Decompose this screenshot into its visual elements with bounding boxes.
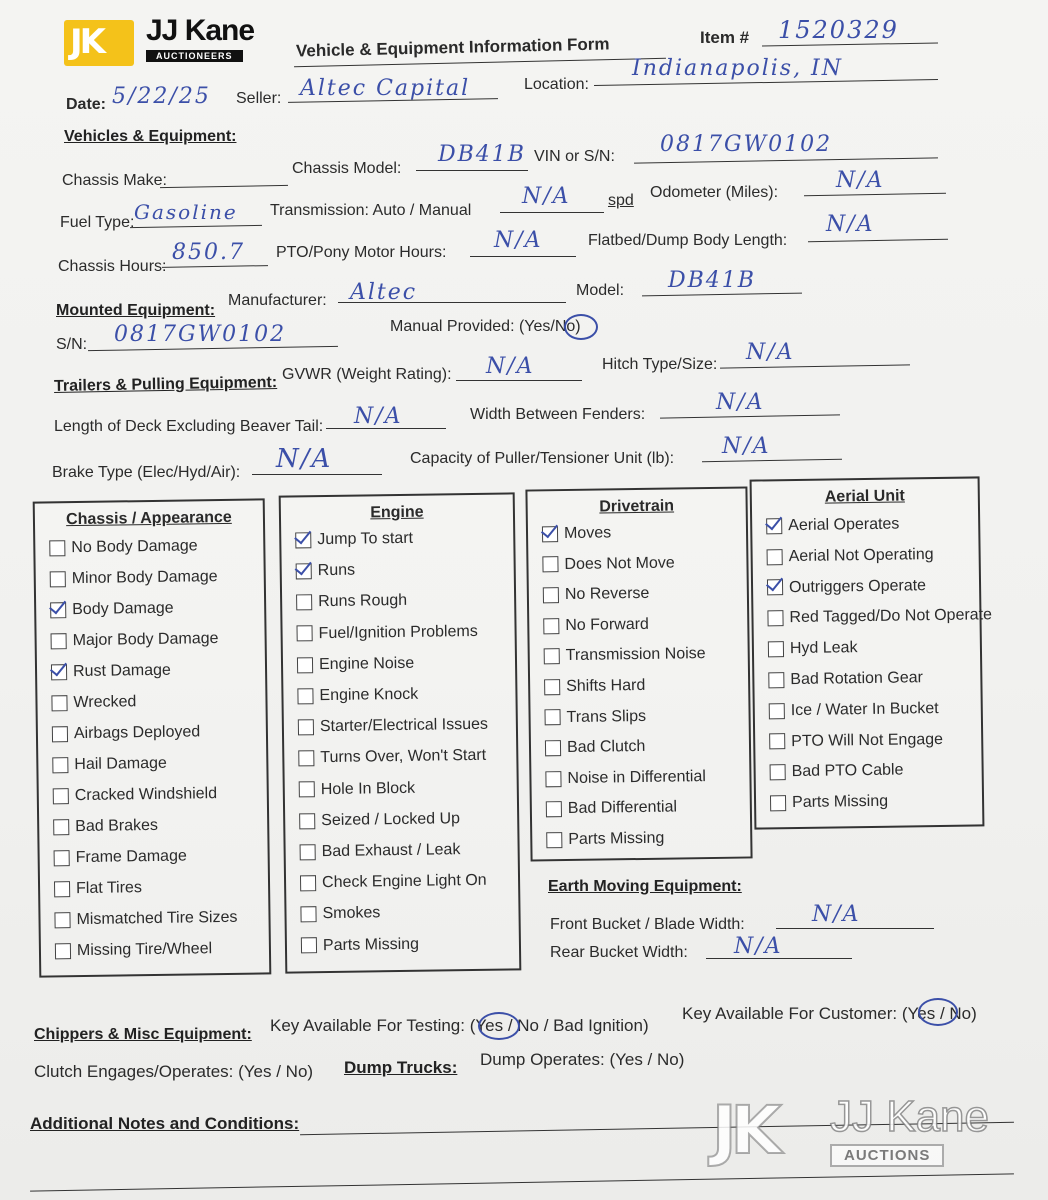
- checkbox[interactable]: [768, 672, 784, 688]
- location-value: Indianapolis, IN: [632, 56, 843, 81]
- checkbox-label: Parts Missing: [791, 792, 889, 812]
- key-testing-yes-circle: [478, 1012, 520, 1040]
- vin-value: 0817GW0102: [660, 132, 833, 157]
- checkbox-label: Runs: [317, 561, 356, 580]
- engine-box-title: Engine: [370, 503, 424, 522]
- checked-checkbox[interactable]: [767, 580, 783, 596]
- checkbox[interactable]: [297, 657, 313, 673]
- date-label: Date:: [66, 96, 107, 113]
- checkbox-item[interactable]: [546, 797, 677, 821]
- checkbox-item[interactable]: [770, 760, 904, 784]
- checkbox[interactable]: [298, 719, 314, 735]
- deck-value: N/A: [354, 404, 403, 429]
- checkbox-item[interactable]: [50, 598, 174, 622]
- checked-checkbox[interactable]: [766, 518, 782, 534]
- sn-value: 0817GW0102: [114, 322, 287, 347]
- checkbox-label: Airbags Deployed: [73, 723, 201, 743]
- checkbox-item[interactable]: [296, 560, 356, 583]
- checkbox[interactable]: [54, 912, 70, 928]
- manual-label: Manual Provided: (Yes/No): [390, 318, 581, 335]
- checkbox[interactable]: [53, 819, 69, 835]
- chassis-appearance-box: [33, 498, 272, 977]
- checkbox-item[interactable]: [766, 514, 899, 538]
- sn-label: S/N:: [56, 336, 88, 353]
- checkbox-label: No Reverse: [564, 585, 650, 604]
- hitch-value: N/A: [746, 340, 795, 365]
- checkbox-label: Mismatched Tire Sizes: [76, 908, 238, 929]
- checkbox-item[interactable]: [769, 729, 943, 753]
- checkbox-label: Smokes: [322, 904, 381, 923]
- checkbox[interactable]: [545, 740, 561, 756]
- checkbox-label: Parts Missing: [568, 829, 665, 849]
- checkbox-item[interactable]: [301, 933, 419, 957]
- puller-line: [702, 459, 842, 462]
- checkbox-label: Major Body Damage: [72, 630, 219, 650]
- checkbox-label: Turns Over, Won't Start: [320, 747, 487, 767]
- odometer-value: N/A: [836, 168, 885, 193]
- checkbox-item[interactable]: [52, 721, 201, 745]
- odometer-line: [804, 193, 946, 196]
- checkbox[interactable]: [299, 813, 315, 829]
- pto-line: [470, 256, 576, 257]
- checkbox-item[interactable]: [296, 620, 477, 645]
- checkbox[interactable]: [49, 540, 65, 556]
- checkbox-label: Bad PTO Cable: [791, 761, 904, 781]
- checkbox-label: Does Not Move: [564, 554, 675, 573]
- checkbox-item[interactable]: [52, 753, 167, 777]
- checked-checkbox[interactable]: [296, 563, 312, 579]
- chassis-model-label: Chassis Model:: [292, 160, 402, 177]
- vin-line: [634, 157, 938, 163]
- checkbox-label: Bad Exhaust / Leak: [321, 841, 461, 861]
- checkbox[interactable]: [53, 788, 69, 804]
- checkbox-item[interactable]: [300, 903, 380, 926]
- checkbox-item[interactable]: [54, 877, 142, 900]
- checkbox[interactable]: [543, 587, 559, 603]
- earth-heading: Earth Moving Equipment:: [548, 878, 742, 895]
- checkbox-label: Bad Differential: [567, 798, 678, 818]
- checked-checkbox[interactable]: [295, 532, 311, 548]
- chassis-hours-line: [162, 265, 268, 268]
- item-number: 1520329: [778, 16, 899, 44]
- fuel-line: [130, 225, 262, 228]
- checkbox[interactable]: [52, 726, 68, 742]
- checkbox-item[interactable]: [53, 783, 218, 807]
- chassis-model-value: DB41B: [438, 142, 526, 167]
- checkbox-label: No Body Damage: [71, 537, 198, 557]
- model-label: Model:: [576, 282, 625, 299]
- checkbox[interactable]: [546, 801, 562, 817]
- item-label: Item #: [700, 28, 750, 47]
- aerial-unit-box: [750, 476, 993, 829]
- checkbox[interactable]: [543, 618, 559, 634]
- checkbox[interactable]: [769, 734, 785, 750]
- checkbox-label: Jump To start: [317, 529, 414, 549]
- checkbox[interactable]: [299, 782, 315, 798]
- hitch-label: Hitch Type/Size:: [602, 356, 718, 373]
- trailers-heading: Trailers & Pulling Equipment:: [53, 374, 278, 395]
- checkbox-item[interactable]: [51, 691, 136, 714]
- checkbox-item[interactable]: [297, 684, 418, 708]
- checkbox[interactable]: [51, 695, 67, 711]
- pto-value: N/A: [494, 228, 543, 253]
- checkbox-label: Check Engine Light On: [321, 871, 487, 892]
- checkbox-item[interactable]: [769, 698, 939, 722]
- checkbox[interactable]: [55, 943, 71, 959]
- checkbox-label: Flat Tires: [75, 879, 143, 898]
- key-customer-yes-circle: [918, 998, 958, 1026]
- clutch-text: Clutch Engages/Operates: (Yes / No): [34, 1062, 314, 1081]
- brand-name: JJ Kane: [146, 14, 255, 47]
- dump-heading: Dump Trucks:: [344, 1058, 458, 1077]
- checked-checkbox[interactable]: [542, 526, 558, 542]
- puller-label: Capacity of Puller/Tensioner Unit (lb):: [410, 450, 675, 467]
- checkbox-label: Noise in Differential: [567, 767, 706, 787]
- checkbox[interactable]: [52, 757, 68, 773]
- chassis-make-label: Chassis Make:: [62, 172, 167, 189]
- engine-box: [279, 492, 522, 973]
- checkbox-item[interactable]: [543, 583, 650, 606]
- checkbox[interactable]: [296, 626, 312, 642]
- checkbox-label: Bad Brakes: [75, 816, 159, 836]
- seller-value: Altec Capital: [300, 76, 471, 101]
- checkbox-item[interactable]: [54, 846, 187, 870]
- seller-label: Seller:: [236, 90, 282, 107]
- checkbox-item[interactable]: [54, 907, 237, 932]
- checkbox-label: Seized / Locked Up: [321, 809, 461, 829]
- checkbox-label: Bad Rotation Gear: [790, 669, 924, 689]
- brake-value: N/A: [276, 444, 333, 474]
- manufacturer-line: [338, 302, 566, 303]
- deck-label: Length of Deck Excluding Beaver Tail:: [54, 418, 324, 435]
- rear-bucket-value: N/A: [734, 934, 783, 959]
- checkbox-item[interactable]: [51, 660, 171, 684]
- checkbox-item[interactable]: [299, 808, 460, 832]
- key-customer: Key Available For Customer: (Yes / No): [682, 1004, 977, 1023]
- checkbox-label: Rust Damage: [72, 661, 172, 681]
- checkbox-item[interactable]: [544, 675, 645, 698]
- drivetrain-box-title: Drivetrain: [599, 497, 675, 516]
- width-line: [660, 414, 840, 418]
- chassis-hours-value: 850.7: [172, 240, 245, 265]
- deck-line: [326, 428, 446, 429]
- checkbox-label: Trans Slips: [566, 707, 647, 726]
- checkbox-label: Hole In Block: [320, 779, 416, 798]
- brand-sub: AUCTIONEERS: [146, 50, 243, 62]
- transmission-line: [500, 212, 604, 213]
- checkbox-item[interactable]: [544, 643, 706, 667]
- checkbox[interactable]: [770, 764, 786, 780]
- key-testing: Key Available For Testing: (Yes / No / Bad Ignition): [270, 1016, 649, 1035]
- checkbox-label: Frame Damage: [75, 847, 187, 867]
- checkbox[interactable]: [300, 844, 316, 860]
- fuel-value: Gasoline: [134, 200, 238, 224]
- width-label: Width Between Fenders:: [470, 406, 646, 423]
- gvwr-label: GVWR (Weight Rating):: [282, 366, 452, 383]
- checkbox-item[interactable]: [50, 566, 218, 590]
- gvwr-value: N/A: [486, 354, 535, 379]
- checkbox-item[interactable]: [298, 745, 486, 770]
- front-bucket-value: N/A: [812, 902, 861, 927]
- checkbox-item[interactable]: [543, 614, 649, 637]
- chassis-make-line: [160, 185, 288, 188]
- checkbox-label: Engine Knock: [319, 685, 419, 705]
- checkbox-item[interactable]: [766, 544, 933, 568]
- checkbox[interactable]: [767, 549, 783, 565]
- manufacturer-value: Altec: [350, 280, 418, 305]
- checkbox-item[interactable]: [55, 938, 212, 962]
- date-value: 5/22/25: [112, 84, 211, 109]
- checkbox-item[interactable]: [542, 522, 611, 545]
- checkbox-item[interactable]: [50, 628, 218, 652]
- checkbox-item[interactable]: [545, 736, 646, 759]
- checked-checkbox[interactable]: [50, 602, 66, 618]
- checkbox[interactable]: [298, 750, 314, 766]
- checkbox[interactable]: [544, 709, 560, 725]
- checkbox-label: Fuel/Ignition Problems: [318, 622, 478, 642]
- transmission-label: Transmission: Auto / Manual: [270, 202, 472, 219]
- checkbox-label: Hyd Leak: [789, 639, 858, 658]
- chassis-hours-label: Chassis Hours:: [58, 258, 167, 275]
- checkbox-label: Ice / Water In Bucket: [790, 699, 939, 719]
- checkbox[interactable]: [769, 703, 785, 719]
- manual-no-circle: [564, 314, 598, 340]
- fuel-label: Fuel Type:: [60, 214, 135, 231]
- checkbox-label: Runs Rough: [318, 592, 408, 611]
- checkbox[interactable]: [50, 571, 66, 587]
- checkbox[interactable]: [544, 679, 560, 695]
- checkbox-label: Wrecked: [73, 693, 137, 712]
- model-value: DB41B: [668, 268, 756, 293]
- checkbox-item[interactable]: [768, 637, 858, 660]
- checkbox-item[interactable]: [300, 839, 461, 863]
- chassis-model-line: [416, 170, 528, 171]
- checkbox-item[interactable]: [300, 870, 487, 895]
- chippers-heading: Chippers & Misc Equipment:: [34, 1026, 252, 1043]
- checkbox-label: Minor Body Damage: [71, 568, 218, 588]
- checkbox[interactable]: [54, 881, 70, 897]
- checkbox-item[interactable]: [767, 575, 926, 599]
- checkbox[interactable]: [546, 832, 562, 848]
- puller-value: N/A: [722, 434, 771, 459]
- manufacturer-label: Manufacturer:: [228, 292, 327, 309]
- checkbox[interactable]: [54, 850, 70, 866]
- checkbox[interactable]: [296, 594, 312, 610]
- pto-label: PTO/Pony Motor Hours:: [276, 244, 447, 261]
- checkbox-label: Aerial Operates: [788, 515, 900, 535]
- checkbox-label: Transmission Noise: [565, 645, 706, 665]
- vin-label: VIN or S/N:: [534, 148, 615, 165]
- aerial-box-title: Aerial Unit: [824, 487, 905, 506]
- watermark-logo-letters: JK: [712, 1092, 776, 1169]
- checkbox-label: Aerial Not Operating: [788, 545, 934, 565]
- chassis-box-title: Chassis / Appearance: [65, 508, 232, 529]
- checkbox-item[interactable]: [545, 766, 706, 790]
- form-title: Vehicle & Equipment Information Form: [295, 34, 610, 61]
- checkbox-item[interactable]: [770, 791, 888, 815]
- front-bucket-line: [776, 928, 934, 929]
- checkbox-item[interactable]: [298, 714, 488, 739]
- checkbox-label: Red Tagged/Do Not Operate: [789, 606, 993, 627]
- checkbox-label: Hail Damage: [74, 754, 167, 774]
- brake-line: [252, 474, 382, 475]
- flatbed-label: Flatbed/Dump Body Length:: [588, 232, 788, 249]
- checkbox-label: Outriggers Operate: [788, 576, 927, 596]
- checkbox-label: Body Damage: [72, 599, 174, 619]
- flatbed-line: [808, 239, 948, 242]
- checkbox[interactable]: [770, 795, 786, 811]
- front-bucket-label: Front Bucket / Blade Width:: [550, 916, 745, 933]
- gvwr-line: [456, 380, 582, 381]
- brand-logo-letters: JK: [70, 22, 103, 62]
- model-line: [642, 293, 802, 297]
- location-label: Location:: [524, 76, 589, 93]
- notes-line-2: [30, 1173, 1014, 1191]
- checkbox[interactable]: [542, 556, 558, 572]
- brake-label: Brake Type (Elec/Hyd/Air):: [52, 464, 241, 481]
- notes-heading: Additional Notes and Conditions:: [30, 1114, 300, 1133]
- checkbox-label: Parts Missing: [322, 935, 420, 954]
- checkbox-item[interactable]: [768, 667, 923, 691]
- checkbox-item[interactable]: [296, 590, 407, 614]
- checkbox[interactable]: [297, 688, 313, 704]
- watermark-sub: AUCTIONS: [830, 1144, 944, 1167]
- checkbox[interactable]: [768, 641, 784, 657]
- checkbox-label: No Forward: [565, 615, 650, 634]
- vehicles-heading: Vehicles & Equipment:: [64, 128, 237, 145]
- checkbox[interactable]: [301, 938, 317, 954]
- watermark-name: JJ Kane: [830, 1092, 989, 1141]
- checkbox[interactable]: [767, 610, 783, 626]
- checkbox-label: Missing Tire/Wheel: [76, 940, 213, 960]
- flatbed-value: N/A: [826, 212, 875, 237]
- checkbox-item[interactable]: [53, 815, 158, 838]
- checked-checkbox[interactable]: [51, 664, 67, 680]
- checkbox-item[interactable]: [299, 777, 416, 801]
- checkbox[interactable]: [300, 875, 316, 891]
- checkbox-item[interactable]: [546, 828, 664, 852]
- rear-bucket-label: Rear Bucket Width:: [550, 944, 688, 961]
- checkbox-label: Engine Noise: [318, 654, 415, 673]
- mounted-heading: Mounted Equipment:: [56, 302, 216, 319]
- odometer-label: Odometer (Miles):: [650, 184, 779, 201]
- checkbox-label: Cracked Windshield: [74, 785, 218, 805]
- checkbox-label: Moves: [563, 524, 612, 543]
- checkbox-label: PTO Will Not Engage: [791, 730, 944, 750]
- drivetrain-box: [525, 486, 752, 861]
- checkbox[interactable]: [544, 648, 560, 664]
- dump-operates: Dump Operates: (Yes / No): [480, 1050, 685, 1069]
- checkbox-item[interactable]: [542, 552, 675, 576]
- checkbox-item[interactable]: [297, 653, 414, 677]
- checkbox-item[interactable]: [295, 528, 413, 552]
- transmission-value: N/A: [522, 184, 571, 209]
- checkbox[interactable]: [545, 771, 561, 787]
- checkbox-label: Bad Clutch: [566, 738, 646, 757]
- spd-label: spd: [608, 192, 634, 209]
- checkbox[interactable]: [51, 633, 67, 649]
- checkbox-item[interactable]: [544, 706, 646, 729]
- checkbox-item[interactable]: [49, 535, 198, 559]
- checkbox-label: Starter/Electrical Issues: [319, 715, 489, 736]
- checkbox-item[interactable]: [767, 605, 992, 630]
- width-value: N/A: [716, 390, 765, 415]
- checkbox-label: Shifts Hard: [566, 676, 646, 696]
- rear-bucket-line: [706, 958, 852, 959]
- checkbox[interactable]: [300, 906, 316, 922]
